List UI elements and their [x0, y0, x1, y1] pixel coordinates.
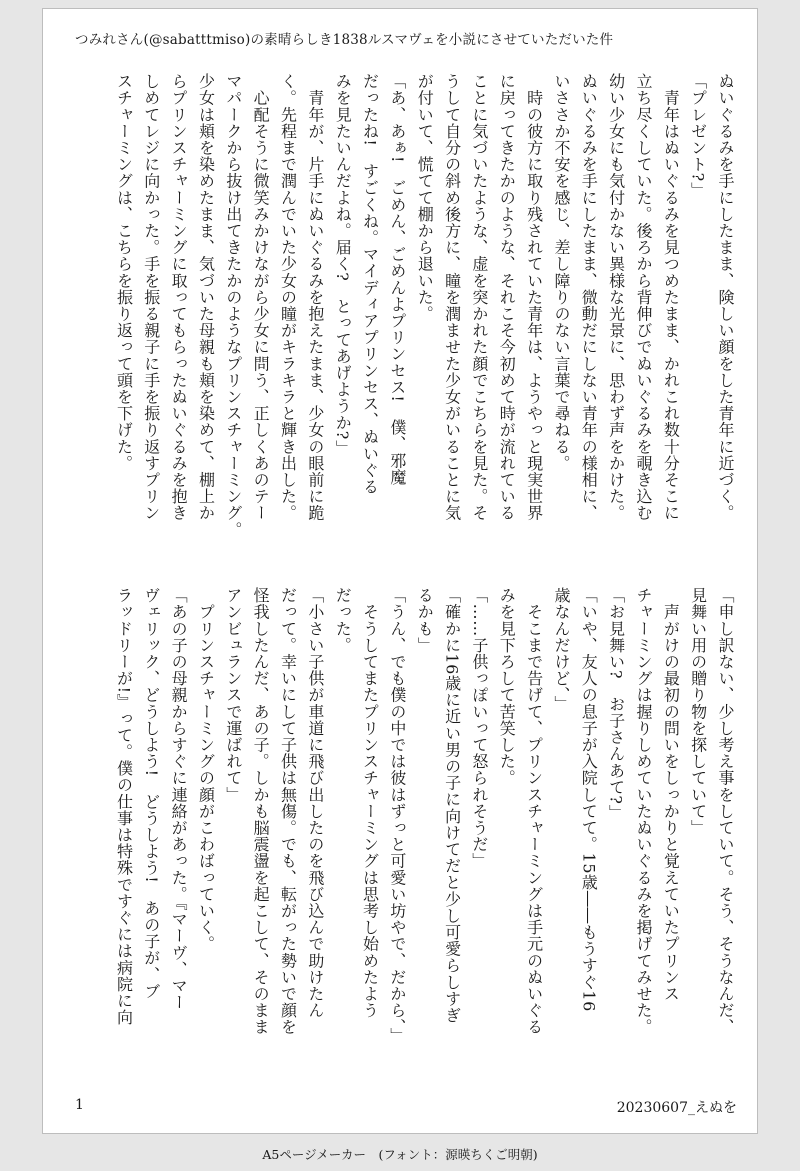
text-line: 「いや、友人の息子が入院してて。15歳――もうすぐ16 — [579, 587, 599, 1012]
text-line: 「……子供っぽいって怒られそうだ」 — [469, 587, 489, 870]
page-number: 1 — [75, 1097, 84, 1113]
text-line: 見舞い用の贈り物を探していて」 — [688, 587, 708, 836]
text-line: 立ち尽くしていた。後ろから背伸びでぬいぐるみを覗き込む — [633, 73, 653, 522]
text-line: 怪我したんだ、あの子。しかも脳震盪を起こして、そのまま — [251, 587, 271, 1036]
text-line: く。先程まで潤んでいた少女の瞳がキラキラと輝き出した。 — [278, 73, 298, 522]
text-line: 少女は頬を染めたまま、気づいた母親も頬を染めて、棚上か — [196, 73, 216, 522]
text-line: 「あの子の母親からすぐに連絡があった。『マーヴ、マー — [169, 587, 189, 1011]
text-line: が付いて、慌てて棚から退いた。 — [415, 73, 435, 322]
page-header: つみれさん(@sabatttmiso)の素晴らしき1838ルスマヴェを小説にさせていただいた件 — [75, 32, 614, 48]
text-line: 「確かに16歳に近い男の子に向けてだと少し可愛らしすぎ — [442, 587, 462, 1024]
text-line: そうしてまたプリンスチャーミングは思考し始めたよう — [360, 587, 380, 1019]
text-line: に戻ってきたかのような、それこそ今初めて時が流れている — [497, 73, 517, 522]
manuscript-page — [42, 8, 758, 1134]
text-line: そこまで告げて、プリンスチャーミングは手元のぬいぐる — [524, 587, 544, 1036]
text-line: だったね! すごくね。マイディアプリンセス、ぬいぐる — [360, 73, 380, 496]
text-line: 「うん、でも僕の中では彼はずっと可愛い坊やで、だから、」 — [387, 587, 407, 1044]
text-line: 「あ、あぁ! ごめん、ごめんよプリンセス! 僕、邪魔 — [387, 73, 407, 486]
text-line: プリンスチャーミングの顔がこわばっていく。 — [196, 587, 216, 953]
text-block-top — [105, 73, 739, 568]
text-line: うして自分の斜め後方に、瞳を潤ませた少女がいることに気 — [442, 73, 462, 522]
text-line: 「プレゼント?」 — [688, 73, 708, 199]
text-line: 青年が、片手にぬいぐるみを抱えたまま、少女の眼前に跪 — [305, 73, 325, 522]
text-line: 「お見舞い? お子さんあて?」 — [606, 587, 626, 822]
text-line: 歳なんだけど、」 — [551, 587, 571, 712]
text-line: ラッドリーが!』って。僕の仕事は特殊ですぐには病院に向 — [114, 587, 134, 1026]
text-line: ぬいぐるみを手にしたまま、微動だにしない青年の様相に、 — [579, 73, 599, 522]
text-line: 「小さい子供が車道に飛び出したのを飛び込んで助けたん — [305, 587, 325, 1019]
text-line: らプリンスチャーミングに取ってもらったぬいぐるみを抱き — [169, 73, 189, 522]
text-line: みを見たいんだよね。届く? とってあげようか?」 — [333, 73, 353, 457]
text-line: るかも」 — [415, 587, 435, 654]
text-line: チャーミングは握りしめていたぬいぐるみを掲げてみせた。 — [633, 587, 653, 1036]
text-line: スチャーミングは、こちらを振り返って頭を下げた。 — [114, 73, 134, 472]
generator-credit: A5ページメーカー (フォント：源暎ちくご明朝) — [262, 1147, 538, 1162]
text-line: 「申し訳ない、少し考え事をしていて。そう、そうなんだ、 — [716, 587, 735, 1036]
text-line: いささか不安を感じ、差し障りのない言葉で尋ねる。 — [551, 73, 571, 472]
text-line: ことに気づいたような、虚を突かれた顔でこちらを見た。そ — [469, 73, 489, 522]
text-line: しめてレジに向かった。手を振る親子に手を振り返すプリン — [141, 73, 161, 522]
text-line: みを見下ろして苦笑した。 — [497, 587, 517, 787]
text-line: アンビュランスで運ばれて」 — [223, 587, 243, 803]
text-block-bottom — [105, 587, 739, 1082]
text-line: 青年はぬいぐるみを見つめたまま、かれこれ数十分そこに — [661, 73, 681, 522]
text-line: ぬいぐるみを手にしたまま、険しい顔をした青年に近づく。 — [716, 73, 735, 522]
text-line: ヴェリック、どうしよう! どうしよう! あの子が、ブ — [141, 587, 161, 1000]
text-line: 幼い少女にも気付かない異様な光景に、思わず声をかけた。 — [606, 73, 626, 522]
date-author-label: 20230607_えぬを — [616, 1100, 737, 1116]
text-line: マパークから抜け出てきたかのようなプリンスチャーミング。 — [223, 73, 243, 538]
text-line: 心配そうに微笑みかけながら少女に問う、正しくあのテー — [251, 73, 271, 522]
text-line: 声がけの最初の問いをしっかりと覚えていたプリンス — [661, 587, 681, 1002]
text-line: 時の彼方に取り残されていた青年は、ようやっと現実世界 — [524, 73, 544, 522]
text-line: だった。 — [333, 587, 353, 654]
text-line: だって。幸いにして子供は無傷。でも、転がった勢いで顔を — [278, 587, 298, 1036]
